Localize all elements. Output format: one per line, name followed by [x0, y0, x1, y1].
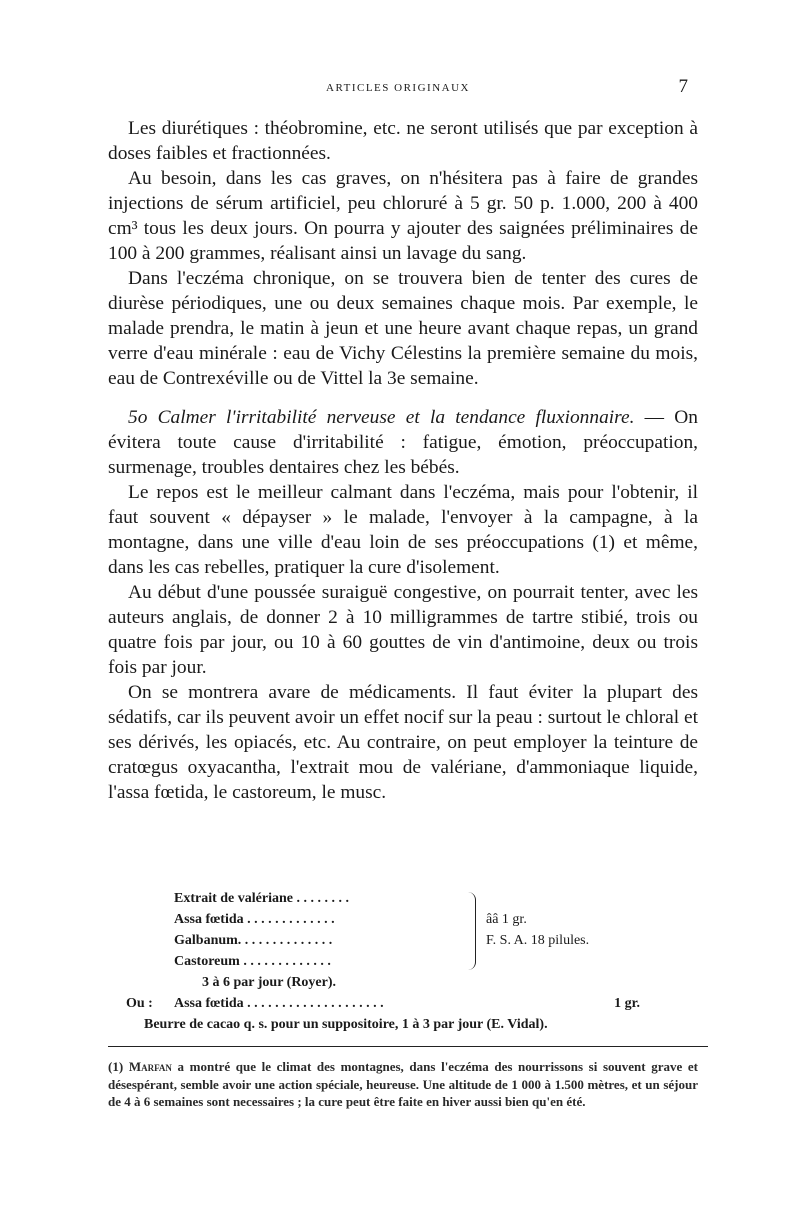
- prescription-item: Assa fœtida . . . . . . . . . . . . .: [174, 912, 335, 927]
- prescription-suppository-row: [108, 1014, 698, 1035]
- suppository-line: Beurre de cacao q. s. pour un suppositoire, 1 à 3 par jour (E. Vidal).: [144, 1017, 548, 1032]
- footnote-author: Marfan: [128, 1059, 172, 1074]
- alternative-dose: 1 gr.: [614, 996, 640, 1011]
- footnote: [108, 1058, 698, 1111]
- running-head: ARTICLES ORIGINAUX: [326, 82, 470, 94]
- prescription-dose: ââ 1 gr.: [486, 912, 527, 927]
- prescription-alternative-row: [108, 993, 698, 1014]
- prescription-block: [108, 888, 698, 1035]
- footnote-divider: [108, 1046, 708, 1047]
- prescription-item: Galbanum. . . . . . . . . . . . . .: [174, 933, 333, 948]
- paragraph-medications: On se montrera avare de médicaments. Il faut éviter la plupart des sédatifs, car ils peuvent avoir un effet nocif sur la peau : surtout le chloral et ses dérivés, les opiacés, etc. Au contraire, on peut employer la teinture de cratœgus oxyacantha, l'extrait mou de valériane, d'ammoniaque liquide, l'assa fœtida, le castoreum, le musc.: [108, 682, 698, 803]
- alternative-label: Ou :: [126, 996, 153, 1011]
- footnote-reference[interactable]: (1): [592, 532, 616, 553]
- prescription-frequency: 3 à 6 par jour (Royer).: [202, 975, 337, 990]
- prescription-item: Castoreum . . . . . . . . . . . . .: [174, 954, 331, 969]
- prescription-brace: [466, 892, 476, 970]
- page-header: [108, 76, 688, 100]
- paragraph-chronic-eczema: Dans l'eczéma chronique, on se trouvera bien de tenter des cures de diurèse périodiques, une ou deux semaines chaque mois. Par exemple, le malade prendra, le matin à jeun et une heure avant chaque repas, un grand verre d'eau minérale : eau de Vichy Célestins la première semaine du mois, eau de Contrexéville ou de Vittel la 3e semaine.: [108, 268, 698, 389]
- rest-text-2: et même, dans les cas rebelles, pratiquer la cure d'isolement.: [108, 532, 698, 578]
- paragraph-rest: [108, 480, 698, 580]
- paragraph-serum: Au besoin, dans les cas graves, on n'hésitera pas à faire de grandes injections de sérum artificiel, peu chloruré à 5 gr. 50 p. 1.000, 200 à 400 cm³ tous les deux jours. On pourra y ajouter des saignées préliminaires de 100 à 200 grammes, réalisant ainsi un lavage du sang.: [108, 168, 698, 264]
- section-intro: — On évitera toute cause d'irritabilité : fatigue, émotion, préoccupation, surmenage, troubles dentaires chez les bébés.: [108, 407, 698, 478]
- prescription-form: F. S. A. 18 pilules.: [486, 933, 590, 948]
- prescription-item: Extrait de valériane . . . . . . . .: [174, 891, 349, 906]
- section-title: 5o Calmer l'irritabilité nerveuse et la tendance fluxionnaire.: [128, 407, 635, 428]
- prescription-frequency-row: [108, 972, 698, 993]
- paragraph-diuretics: Les diurétiques : théobromine, etc. ne seront utilisés que par exception à doses faibles et fractionnées.: [108, 118, 698, 164]
- alternative-item: Assa fœtida . . . . . . . . . . . . . . . . . . . .: [174, 996, 384, 1011]
- page-number: 7: [678, 76, 688, 97]
- rest-text-1: Le repos est le meilleur calmant dans l'eczéma, mais pour l'obtenir, il faut souvent « dépayser » le malade, l'envoyer à la campagne, à la montagne, dans une ville d'eau loin de ses préoccupations: [108, 482, 698, 553]
- footnote-marker: (1): [108, 1059, 124, 1074]
- footnote-text: a montré que le climat des montagnes, dans l'eczéma des nourrissons si souvent grave et désespérant, semble avoir une action spéciale, heureuse. Une altitude de 1 000 à 1.500 mètres, et un séjour de 4 à 6 semaines sont necessaires ; la cure peut être faite en hiver aussi bien qu'en été.: [108, 1059, 699, 1109]
- paragraph-acute-flare: Au début d'une poussée suraiguë congestive, on pourrait tenter, avec les auteurs anglais, de donner 2 à 10 milligrammes de tartre stibié, trois ou quatre fois par jour, ou 10 à 60 gouttes de vin d'antimoine, deux ou trois fois par jour.: [108, 582, 698, 678]
- body-text: [108, 116, 698, 805]
- paragraph-section-5: [108, 405, 698, 480]
